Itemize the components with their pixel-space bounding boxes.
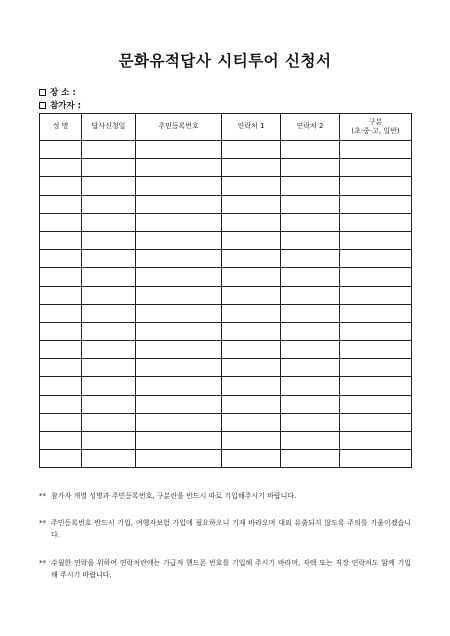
- cell-contact-1[interactable]: [222, 268, 281, 286]
- cell-name[interactable]: [40, 395, 82, 413]
- cell-visit-date[interactable]: [82, 250, 136, 268]
- participants-label: 참가자 :: [50, 101, 81, 111]
- cell-category[interactable]: [340, 304, 412, 322]
- cell-contact-2[interactable]: [281, 250, 340, 268]
- cell-name[interactable]: [40, 286, 82, 304]
- cell-visit-date[interactable]: [82, 304, 136, 322]
- cell-resident-number[interactable]: [136, 304, 222, 322]
- table-row: [40, 141, 412, 159]
- table-row: [40, 359, 412, 377]
- cell-visit-date[interactable]: [82, 286, 136, 304]
- cell-visit-date[interactable]: [82, 322, 136, 340]
- cell-contact-1[interactable]: [222, 195, 281, 213]
- table-row: [40, 432, 412, 450]
- cell-visit-date[interactable]: [82, 231, 136, 249]
- cell-name[interactable]: [40, 268, 82, 286]
- participants-field: [39, 99, 81, 111]
- cell-resident-number[interactable]: [136, 377, 222, 395]
- cell-name[interactable]: [40, 304, 82, 322]
- cell-visit-date[interactable]: [82, 341, 136, 359]
- cell-name[interactable]: [40, 450, 82, 468]
- cell-name[interactable]: [40, 413, 82, 431]
- cell-resident-number[interactable]: [136, 177, 222, 195]
- cell-contact-2[interactable]: [281, 432, 340, 450]
- cell-category[interactable]: [340, 231, 412, 249]
- cell-resident-number[interactable]: [136, 213, 222, 231]
- cell-category[interactable]: [340, 432, 412, 450]
- note-mark: **: [39, 519, 46, 527]
- table-row: [40, 250, 412, 268]
- cell-name[interactable]: [40, 213, 82, 231]
- cell-resident-number[interactable]: [136, 341, 222, 359]
- cell-category[interactable]: [340, 377, 412, 395]
- note-text: 참가자 개별 성명과 주민등록번호, 구분란을 반드시 따로 기입해주시기 바랍니다.: [51, 492, 297, 500]
- cell-resident-number[interactable]: [136, 450, 222, 468]
- cell-name[interactable]: [40, 377, 82, 395]
- cell-visit-date[interactable]: [82, 213, 136, 231]
- cell-name[interactable]: [40, 231, 82, 249]
- cell-category[interactable]: [340, 250, 412, 268]
- cell-category[interactable]: [340, 395, 412, 413]
- cell-contact-2[interactable]: [281, 177, 340, 195]
- cell-resident-number[interactable]: [136, 195, 222, 213]
- cell-visit-date[interactable]: [82, 359, 136, 377]
- cell-contact-1[interactable]: [222, 359, 281, 377]
- cell-contact-1[interactable]: [222, 141, 281, 159]
- cell-contact-2[interactable]: [281, 141, 340, 159]
- header-resident-number: 주민등록번호: [136, 114, 222, 141]
- cell-contact-1[interactable]: [222, 413, 281, 431]
- cell-visit-date[interactable]: [82, 413, 136, 431]
- cell-visit-date[interactable]: [82, 141, 136, 159]
- cell-resident-number[interactable]: [136, 413, 222, 431]
- checkbox-icon: [39, 89, 46, 96]
- cell-visit-date[interactable]: [82, 177, 136, 195]
- cell-contact-1[interactable]: [222, 432, 281, 450]
- cell-contact-1[interactable]: [222, 450, 281, 468]
- cell-visit-date[interactable]: [82, 395, 136, 413]
- cell-contact-2[interactable]: [281, 413, 340, 431]
- cell-name[interactable]: [40, 322, 82, 340]
- header-name: 성 명: [40, 114, 82, 141]
- cell-name[interactable]: [40, 195, 82, 213]
- cell-visit-date[interactable]: [82, 432, 136, 450]
- header-visit-date: 답사신청일: [82, 114, 136, 141]
- note-2: [39, 518, 411, 542]
- cell-category[interactable]: [340, 450, 412, 468]
- cell-contact-2[interactable]: [281, 195, 340, 213]
- note-3: [39, 558, 411, 582]
- table-header-row: [40, 114, 412, 141]
- note-mark: **: [39, 559, 46, 567]
- cell-visit-date[interactable]: [82, 268, 136, 286]
- cell-contact-2[interactable]: [281, 268, 340, 286]
- cell-contact-2[interactable]: [281, 322, 340, 340]
- note-1: [39, 491, 411, 503]
- header-category-label: 구분: [368, 117, 383, 126]
- table-row: [40, 286, 412, 304]
- cell-contact-1[interactable]: [222, 213, 281, 231]
- cell-contact-1[interactable]: [222, 395, 281, 413]
- cell-contact-1[interactable]: [222, 341, 281, 359]
- header-category-sub: (초·중·고, 일반): [351, 127, 400, 135]
- cell-resident-number[interactable]: [136, 231, 222, 249]
- table-row: [40, 395, 412, 413]
- checkbox-icon: [39, 102, 46, 109]
- table-row: [40, 450, 412, 468]
- table-body: [40, 141, 412, 468]
- cell-name[interactable]: [40, 341, 82, 359]
- cell-contact-2[interactable]: [281, 286, 340, 304]
- cell-category[interactable]: [340, 213, 412, 231]
- cell-resident-number[interactable]: [136, 250, 222, 268]
- form-title: 문화유적답사 시티투어 신청서: [118, 51, 332, 70]
- cell-contact-2[interactable]: [281, 377, 340, 395]
- table-row: [40, 377, 412, 395]
- cell-visit-date[interactable]: [82, 159, 136, 177]
- cell-contact-1[interactable]: [222, 377, 281, 395]
- header-category: [340, 114, 412, 141]
- cell-category[interactable]: [340, 286, 412, 304]
- table-row: [40, 413, 412, 431]
- cell-contact-1[interactable]: [222, 177, 281, 195]
- cell-name[interactable]: [40, 432, 82, 450]
- cell-name[interactable]: [40, 177, 82, 195]
- cell-contact-2[interactable]: [281, 159, 340, 177]
- cell-category[interactable]: [340, 177, 412, 195]
- cell-resident-number[interactable]: [136, 395, 222, 413]
- cell-category[interactable]: [340, 341, 412, 359]
- cell-contact-2[interactable]: [281, 450, 340, 468]
- cell-name[interactable]: [40, 141, 82, 159]
- table-row: [40, 268, 412, 286]
- table-row: [40, 231, 412, 249]
- cell-resident-number[interactable]: [136, 268, 222, 286]
- table-row: [40, 213, 412, 231]
- cell-name[interactable]: [40, 159, 82, 177]
- place-field: [39, 86, 76, 98]
- header-contact-2: 연락처 2: [281, 114, 340, 141]
- table-row: [40, 304, 412, 322]
- cell-resident-number[interactable]: [136, 322, 222, 340]
- cell-resident-number[interactable]: [136, 141, 222, 159]
- cell-category[interactable]: [340, 359, 412, 377]
- cell-category[interactable]: [340, 141, 412, 159]
- cell-contact-2[interactable]: [281, 231, 340, 249]
- cell-resident-number[interactable]: [136, 359, 222, 377]
- cell-visit-date[interactable]: [82, 195, 136, 213]
- cell-resident-number[interactable]: [136, 286, 222, 304]
- header-contact-1: 연락처 1: [222, 114, 281, 141]
- cell-contact-2[interactable]: [281, 359, 340, 377]
- place-label: 장 소 :: [50, 88, 76, 98]
- note-text: 수월한 연락을 위하여 연락처란에는 가급적 핸드폰 번호를 기입해 주시기 바라며, 자택 또는 직장 연락처도 함께 기입해 주시기 바랍니다.: [51, 559, 411, 579]
- cell-contact-1[interactable]: [222, 286, 281, 304]
- cell-category[interactable]: [340, 195, 412, 213]
- cell-resident-number[interactable]: [136, 432, 222, 450]
- cell-category[interactable]: [340, 322, 412, 340]
- note-mark: **: [39, 492, 46, 500]
- table-row: [40, 195, 412, 213]
- table-row: [40, 322, 412, 340]
- note-text: 주민등록번호 반드시 기입, 여행자보험 가입에 필요하오니 기재 바라오며 대외 유출되지 않도록 주의를 기울이겠습니다.: [51, 519, 411, 539]
- cell-category[interactable]: [340, 159, 412, 177]
- applicant-table: [39, 113, 412, 468]
- cell-contact-2[interactable]: [281, 213, 340, 231]
- cell-category[interactable]: [340, 413, 412, 431]
- cell-visit-date[interactable]: [82, 450, 136, 468]
- cell-name[interactable]: [40, 359, 82, 377]
- cell-contact-1[interactable]: [222, 304, 281, 322]
- cell-contact-2[interactable]: [281, 341, 340, 359]
- cell-resident-number[interactable]: [136, 159, 222, 177]
- cell-contact-1[interactable]: [222, 231, 281, 249]
- table-row: [40, 341, 412, 359]
- cell-visit-date[interactable]: [82, 377, 136, 395]
- cell-name[interactable]: [40, 250, 82, 268]
- cell-contact-1[interactable]: [222, 159, 281, 177]
- cell-category[interactable]: [340, 268, 412, 286]
- table-row: [40, 159, 412, 177]
- cell-contact-2[interactable]: [281, 395, 340, 413]
- cell-contact-1[interactable]: [222, 250, 281, 268]
- cell-contact-2[interactable]: [281, 304, 340, 322]
- cell-contact-1[interactable]: [222, 322, 281, 340]
- table-row: [40, 177, 412, 195]
